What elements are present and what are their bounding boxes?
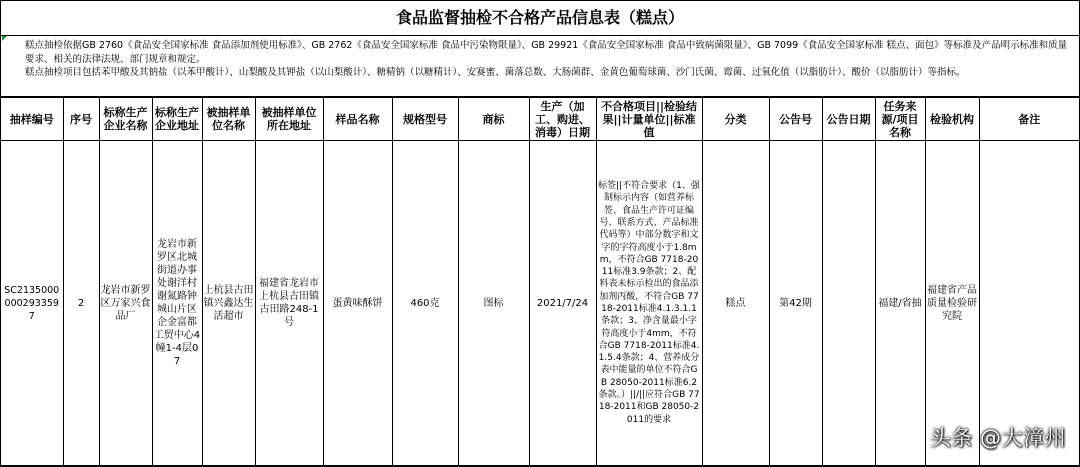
header-task-source: 任务来源/项目名称	[875, 98, 925, 141]
cell-sample-name: 蛋黄味酥饼	[323, 141, 392, 466]
header-producer-address: 标称生产企业地址	[152, 98, 202, 141]
header-spec: 规格型号	[392, 98, 458, 141]
header-sampled-unit: 被抽样单位名称	[202, 98, 255, 141]
header-sample-name: 样品名称	[323, 98, 392, 141]
watermark-text: 头条 @大漳州	[929, 426, 1066, 450]
header-notice-no: 公告号	[769, 98, 822, 141]
header-sampled-address: 被抽样单位所在地址	[255, 98, 323, 141]
cell-brand: 图标	[458, 141, 529, 466]
header-failed-item: 不合格项目||检验结果||计量单位||标准值	[596, 98, 702, 141]
header-inspector: 检验机构	[925, 98, 979, 141]
table-row	[1, 141, 1079, 466]
cell-category: 糕点	[702, 141, 769, 466]
notes-basis: 糕点抽检依据GB 2760《食品安全国家标准 食品添加剂使用标准》、GB 2762《食品安全国家标准 食品中污染物限量》、GB 29921《食品安全国家标准 食品中致病菌限量》、GB 7099《食品安全国家标准 糕点、面包》等标准及产品明示标准和质量要求、相关的法律法规、部门规章和规定。	[25, 40, 1068, 65]
results-table	[1, 97, 1079, 466]
table-header-row	[1, 98, 1079, 141]
sheet-title: 食品监督抽检不合格产品信息表（糕点）	[1, 1, 1079, 36]
header-date: 生产（加工、购进、消毒）日期	[529, 98, 596, 141]
cell-notice-date	[822, 141, 875, 466]
header-notice-date: 公告日期	[822, 98, 875, 141]
cell-spec: 460克	[392, 141, 458, 466]
header-brand: 商标	[458, 98, 529, 141]
notes-block	[1, 36, 1079, 97]
cell-failed-item: 标签||不符合要求（1、强制标示内容（如营养标签、食品生产许可证编号、联系方式、产品标准代码等）中部分数字和文字的字符高度小于1.8mm，不符合GB 7718-2011标准3.9条款；2、配料表未标示检出的食品添加剂丙酸，不符合GB 7718-2011标准4.1.3.1.1条款；3、净含量最小字符高度小于4mm，不符合GB 7718-2011标准4.1.5.4条款；4、营养成分表中能量的单位不符合GB 28050-2011标准6.2条款。）||/||应符合GB 7718-2011和GB 28050-2011的要求	[596, 141, 702, 466]
header-seq: 序号	[63, 98, 99, 141]
cell-sampled-unit: 上杭县古田镇兴鑫达生活超市	[202, 141, 255, 466]
header-category: 分类	[702, 98, 769, 141]
cell-task-source: 福建/省抽	[875, 141, 925, 466]
cell-sampled-address: 福建省龙岩市上杭县古田镇古田路248-1号	[255, 141, 323, 466]
cell-notice-no: 第42期	[769, 141, 822, 466]
cell-producer-address: 龙岩市新罗区北城街道办事处谢洋村谢氮路钟城山片区企金富都工贸中心4幢1-4层07	[152, 141, 202, 466]
notes-items: 糕点抽检项目包括苯甲酸及其钠盐（以苯甲酸计）、山梨酸及其钾盐（以山梨酸计）、糖精钠（以糖精计）、安赛蜜、菌落总数、大肠菌群、金黄色葡萄球菌、沙门氏菌、霉菌、过氧化值（以脂肪计）、酸价（以脂肪计）等指标。	[25, 67, 966, 78]
cell-inspector: 福建省产品质量检验研究院	[925, 141, 979, 466]
header-code: 抽样编号	[1, 98, 63, 141]
cell-remark	[979, 141, 1079, 466]
cell-code: SC21350000002933597	[1, 141, 63, 466]
header-producer: 标称生产企业名称	[99, 98, 152, 141]
cell-date: 2021/7/24	[529, 141, 596, 466]
cell-producer: 龙岩市新罗区万家兴食品厂	[99, 141, 152, 466]
cell-seq: 2	[63, 141, 99, 466]
header-remark: 备注	[979, 98, 1079, 141]
